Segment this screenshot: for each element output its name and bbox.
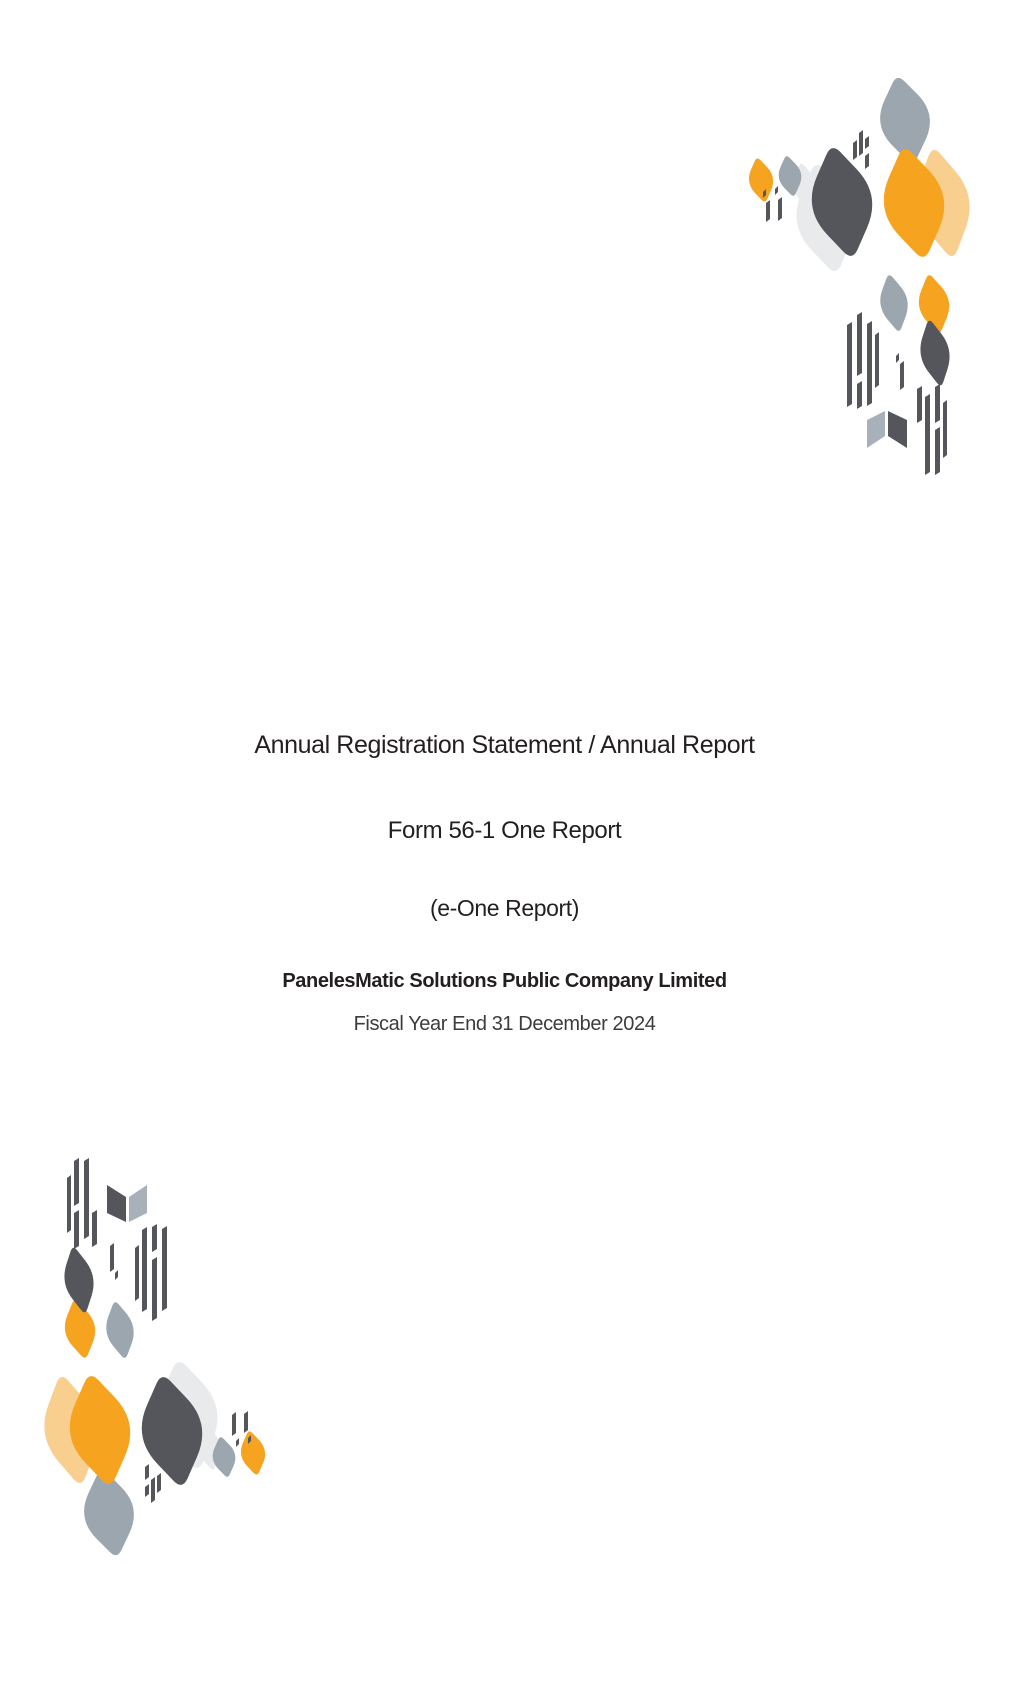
decorative-logo-bottom-left	[38, 1133, 268, 1563]
form-alias: (e-One Report)	[429, 895, 580, 921]
page-title: Annual Registration Statement / Annual Report	[254, 731, 755, 759]
decorative-logo-top-right	[746, 70, 976, 500]
fiscal-year-label: Fiscal Year End 31 December 2024	[353, 1013, 656, 1035]
form-title: Form 56-1 One Report	[387, 817, 622, 844]
company-name: PanelesMatic Solutions Public Company Limited	[282, 970, 727, 992]
